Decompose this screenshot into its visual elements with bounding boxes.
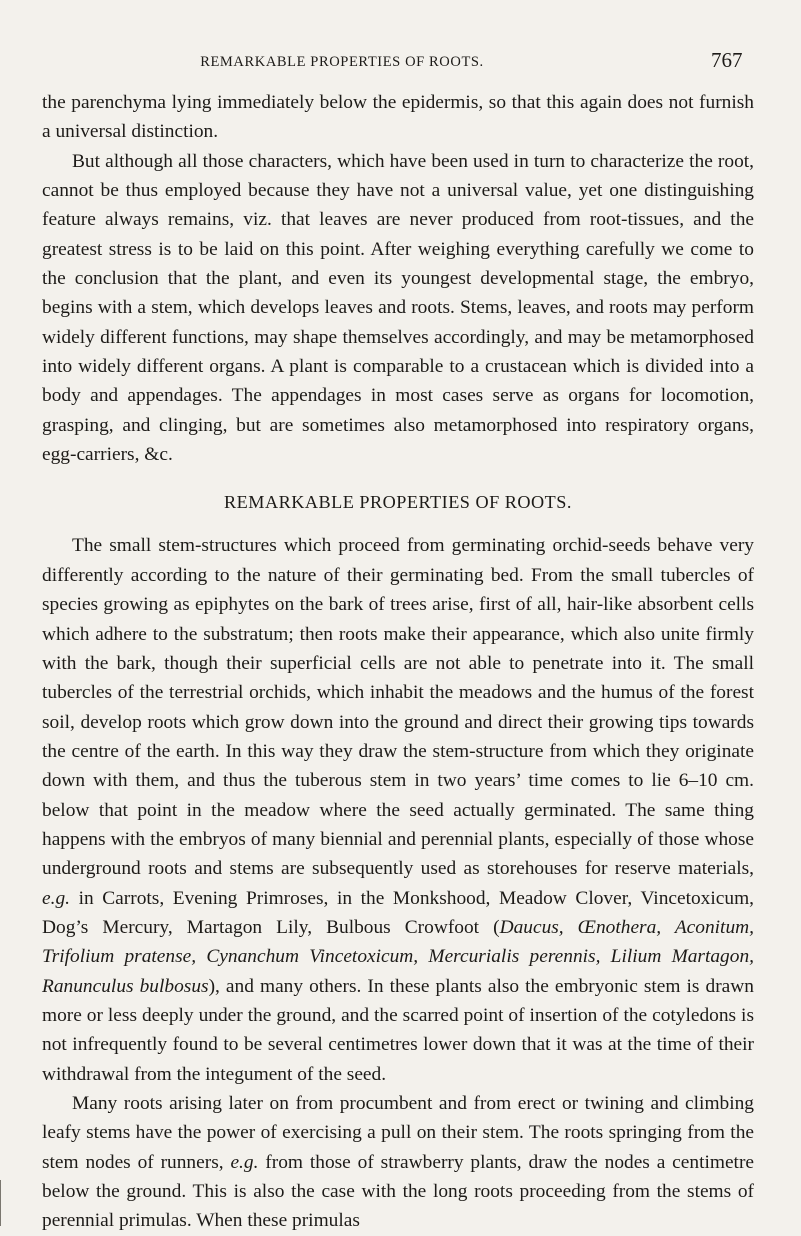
paragraph-root-distinction: But although all those characters, which have been used in turn to characterize the root, cannot be thus employed because they have not a universal value, yet one distinguishing feature always remains, viz. that leaves are never produced from root-tissues, and the greatest stress is to be laid on this point. After weighing everything carefully we come to the conclusion that the plant, and even its youngest developmental stage, the embryo, begins with a stem, which develops leaves and roots. Stems, leaves, and roots may perform widely different functions, may shape themselves accordingly, and may be metamorphosed into widely different organs. A plant is comparable to a crustacean which is divided into a body and appendages. The appendages in most cases serve as organs for locomotion, grasping, and clinging, but are sometimes also metamorphosed into respiratory organs, egg-carriers, &c.: [42, 150, 754, 466]
running-header: REMARKABLE PROPERTIES OF ROOTS.: [200, 54, 484, 70]
paragraph-orchid-seeds: [42, 531, 754, 1089]
body-text: [42, 88, 754, 1236]
paragraph-root-pull: [42, 1089, 754, 1236]
abbreviation: e.g.: [42, 887, 70, 909]
text-run: Many roots arising later on from procumbent and from erect or twining and climbing leafy stems have the power of exercising a pull on their stem. The roots springing from the stem nodes of runners,: [42, 1093, 754, 1173]
page-number: 767: [711, 48, 743, 72]
section-heading: REMARKABLE PROPERTIES OF ROOTS.: [224, 492, 572, 513]
paragraph-continuation: the parenchyma lying immediately below the epidermis, so that this again does not furnish a universal distinction.: [42, 92, 754, 143]
text-run: ), and many others. In these plants also the embryonic stem is drawn more or less deeply under the ground, and the scarred point of insertion of the cotyledons is not infrequently found to be several centimetres lower down that it was at the time of their withdrawal from the integument of the seed.: [42, 975, 754, 1085]
abbreviation: e.g.: [230, 1151, 259, 1173]
text-run: The small stem-structures which proceed from germinating orchid-seeds behave very differently according to the nature of their germinating bed. From the small tubercles of species growing as epiphytes on the bark of trees arise, first of all, hair-like absorbent cells which adhere to the substratum; then roots make their appearance, which also unite firmly with the bark, though their superficial cells are not able to penetrate into it. The small tubercles of the terrestrial orchids, which inhabit the meadows and the humus of the forest soil, develop roots which grow down into the ground and direct their growing tips towards the centre of the earth. In this way they draw the stem-structure from which they originate down with them, and thus the tuberous stem in two years’ time comes to lie 6–10 cm. below that point in the meadow where the seed actually germinated. The same thing happens with the embryos of many biennial and perennial plants, especially of those whose underground roots and stems are subsequently used as storehouses for reserve materials,: [42, 535, 754, 880]
scan-edge-line: [0, 1180, 1, 1226]
latin-names: Daucus, Œnothera, Aconitum, Trifolium pratense, Cynanchum Vincetoxicum, Mercurialis perennis, Lilium Martagon, Ranunculus bulbosus: [42, 916, 754, 997]
text-run: from those of strawberry plants, draw the nodes a centimetre below the ground. This is also the case with the long roots proceeding from the stems of perennial primulas. When these primulas: [42, 1151, 755, 1232]
text-run: in Carrots, Evening Primroses, in the Monkshood, Meadow Clover, Vincetoxicum, Dog’s Mercury, Martagon Lily, Bulbous Crowfoot (: [42, 887, 754, 938]
